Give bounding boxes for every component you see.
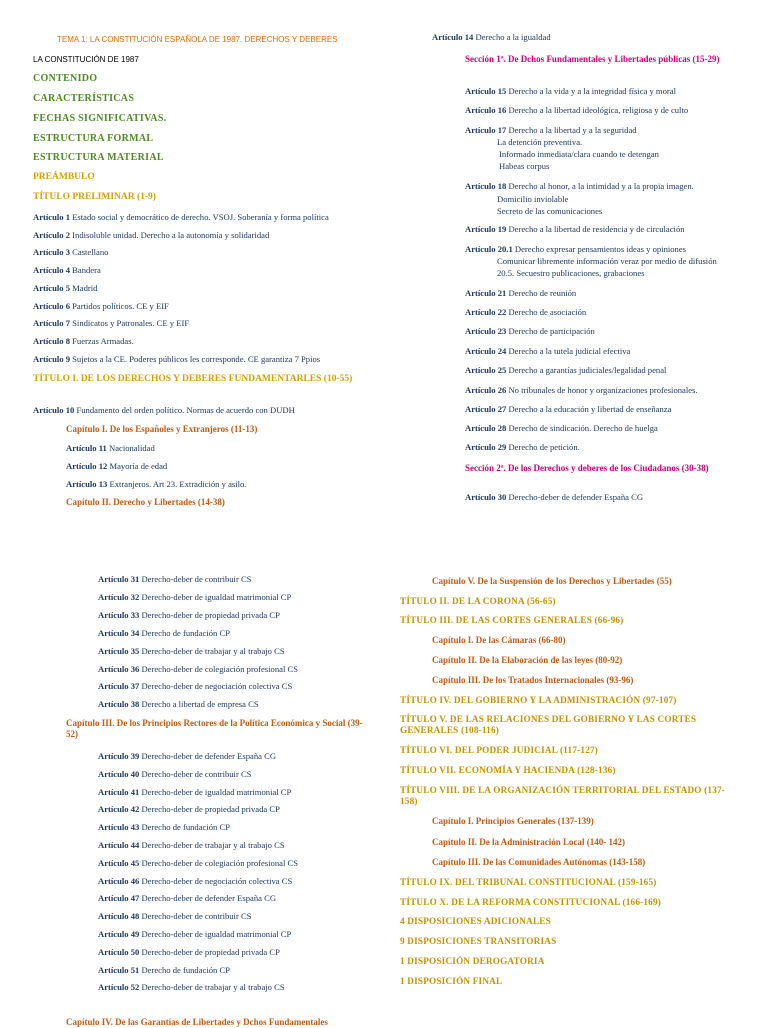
- articulo-text: Derecho-deber de colegiación profesional CS: [141, 857, 298, 868]
- articulo-text: Castellano: [72, 247, 109, 258]
- articulo-label: Artículo 16: [465, 105, 507, 115]
- articulo-row: [98, 610, 280, 621]
- articulo-text: Extranjeros. Art 23. Extradición y asilo.: [109, 479, 247, 489]
- articulo-label: Artículo 36: [98, 663, 140, 674]
- articulo-row: [98, 982, 285, 993]
- articulo-text: Bandera: [72, 265, 101, 276]
- articulo-text: Derecho de reunión: [508, 288, 577, 298]
- capitulo-heading: Capítulo II. De la Elaboración de las leyes (80-92): [432, 655, 623, 665]
- articulo-30: [465, 492, 643, 503]
- articulo-text: Derecho a la libertad ideológica, religiosa y de culto: [508, 105, 689, 115]
- capitulo-i-heading: Capítulo I. De los Españoles y Extranjeros (11-13): [66, 424, 258, 434]
- articulo-row: [465, 326, 595, 337]
- articulo-label: Artículo 31: [98, 574, 140, 584]
- articulo-label: Artículo 2: [33, 229, 70, 240]
- articulo-text: Derecho a la vida y a la integridad física y moral: [508, 86, 676, 96]
- articulo-19: [465, 224, 685, 235]
- articulo-text: Derecho-deber de trabajar y al trabajo CS: [141, 645, 285, 656]
- articulo-label: Artículo 30: [465, 492, 507, 502]
- articulo-text: Derecho-deber de igualdad matrimonial CP: [141, 929, 292, 939]
- capitulo-iv-heading: Capítulo IV. De las Garantías de Libertades y Dchos Fundamentales: [66, 1017, 328, 1027]
- articulo-text: Derecho-deber de igualdad matrimonial CP: [141, 591, 292, 602]
- menu-item-contenido: CONTENIDO: [33, 73, 98, 84]
- articulo-label: Artículo 20.1: [465, 244, 513, 254]
- titulo-heading: 9 DISPOSICIONES TRANSITORIAS: [400, 936, 557, 946]
- articulo-20: [465, 244, 686, 255]
- titulo-heading: TÍTULO VIII. DE LA ORGANIZACIÓN TERRITORIAL DEL ESTADO (137-158): [400, 785, 726, 806]
- articulo-label: Artículo 3: [33, 247, 70, 258]
- articulo-row: [98, 681, 292, 692]
- articulo-row: [98, 769, 251, 780]
- articulo-label: Artículo 50: [98, 946, 140, 957]
- articulo-17-detail: Habeas corpus: [499, 161, 550, 171]
- articulo-label: Artículo 29: [465, 442, 507, 452]
- titulo-heading: TÍTULO IX. DEL TRIBUNAL CONSTITUCIONAL (159-165): [400, 877, 657, 887]
- articulo-label: Artículo 37: [98, 681, 140, 692]
- articulo-text: Derecho de fundación CP: [141, 627, 230, 638]
- articulo-row: [66, 443, 155, 454]
- articulo-18: [465, 181, 694, 192]
- articulo-text: Estado social y democrático de derecho. VSOJ. Soberanía y forma política: [72, 212, 329, 222]
- articulo-row: [465, 385, 698, 396]
- titulo-heading: 1 DISPOSICIÓN FINAL: [400, 976, 503, 986]
- articulo-17: [465, 125, 637, 136]
- articulo-label: Artículo 14: [432, 32, 474, 42]
- articulo-text: Derecho a la libertad y a la seguridad: [508, 125, 637, 135]
- articulo-row: [98, 893, 276, 904]
- articulo-row: [98, 804, 280, 815]
- articulo-row: [66, 479, 246, 490]
- capitulo-heading: Capítulo II. De la Administración Local (140- 142): [432, 837, 626, 847]
- articulo-text: Derecho de sindicación. Derecho de huelga: [508, 423, 658, 433]
- articulo-row: [66, 461, 167, 472]
- articulo-row: [98, 858, 298, 869]
- articulo-row: [33, 247, 108, 258]
- articulo-label: Artículo 46: [98, 875, 140, 886]
- articulo-row: [98, 751, 276, 762]
- articulo-text: Derecho expresar pensamientos ideas y opiniones: [514, 244, 687, 254]
- articulo-label: Artículo 33: [98, 609, 140, 620]
- articulo-label: Artículo 8: [33, 335, 70, 346]
- articulo-10: [33, 405, 295, 416]
- seccion-2-heading: Sección 2ª. De los Derechos y deberes de los Ciudadanos (30-38): [465, 463, 709, 473]
- articulo-label: Artículo 48: [98, 911, 140, 922]
- articulo-row: [33, 265, 101, 276]
- articulo-text: Madrid: [72, 282, 98, 293]
- articulo-text: Derecho-deber de trabajar y al trabajo CS: [141, 840, 285, 850]
- articulo-16: [465, 105, 688, 116]
- articulo-18-detail: Secreto de las comunicaciones: [497, 206, 603, 216]
- articulo-text: Derecho al honor, a la intimidad y a la propia imagen.: [508, 181, 694, 191]
- articulo-label: Artículo 45: [98, 857, 140, 868]
- articulo-14: [432, 32, 551, 43]
- articulo-label: Artículo 19: [465, 224, 507, 234]
- articulo-row: [98, 592, 291, 603]
- articulo-label: Artículo 11: [66, 443, 107, 453]
- articulo-row: [98, 646, 285, 657]
- articulo-row: [465, 288, 576, 299]
- articulo-text: Partidos políticos. CE y EIF: [72, 300, 169, 311]
- articulo-row: [33, 283, 97, 294]
- articulo-text: Derecho-deber de negociación colectiva CS: [141, 875, 293, 886]
- articulo-label: Artículo 10: [33, 405, 75, 415]
- articulo-row: [465, 346, 630, 357]
- articulo-text: Sindicatos y Patronales. CE y EIF: [72, 318, 190, 329]
- articulo-row: [98, 840, 285, 851]
- articulo-label: Artículo 52: [98, 982, 140, 993]
- articulo-row: [33, 212, 329, 223]
- articulo-label: Artículo 24: [465, 346, 507, 356]
- articulo-label: Artículo 9: [33, 353, 70, 364]
- articulo-label: Artículo 41: [98, 786, 140, 797]
- heading-constitucion: LA CONSTITUCIÓN DE 1987: [33, 55, 139, 64]
- articulo-label: Artículo 47: [98, 893, 140, 904]
- articulo-text: Fuerzas Armadas.: [72, 335, 134, 346]
- articulo-text: Derecho-deber de colegiación profesional CS: [141, 663, 298, 674]
- articulo-text: Derecho-deber de defender España CG: [508, 492, 644, 502]
- capitulo-heading: Capítulo III. De las Comunidades Autónomas (143-158): [432, 857, 646, 867]
- articulo-text: Derecho-deber de propiedad privada CP: [141, 804, 280, 815]
- articulo-label: Artículo 15: [465, 86, 507, 96]
- articulo-row: [98, 787, 291, 798]
- articulo-text: Mayoría de edad: [109, 461, 168, 471]
- articulo-label: Artículo 12: [66, 461, 108, 471]
- titulo-i-heading: TÍTULO I. DE LOS DERECHOS Y DEBERES FUNDAMENTARLES (10-55): [33, 374, 353, 384]
- articulo-18-detail: Domicilio inviolable: [497, 194, 569, 204]
- articulo-text: Derecho de participación: [508, 326, 595, 336]
- articulo-label: Artículo 18: [465, 181, 507, 191]
- articulo-text: Derecho a la tutela judicial efectiva: [508, 346, 631, 356]
- capitulo-heading: Capítulo V. De la Suspensión de los Derechos y Libertades (55): [432, 576, 672, 586]
- titulo-preliminar-heading: TÍTULO PRELIMINAR (1-9): [33, 192, 156, 202]
- articulo-label: Artículo 35: [98, 645, 140, 656]
- articulo-text: Fundamento del orden político. Normas de acuerdo con DUDH: [76, 405, 295, 415]
- articulo-row: [98, 699, 259, 710]
- articulo-label: Artículo 26: [465, 385, 507, 395]
- titulo-heading: 1 DISPOSICIÓN DEROGATORIA: [400, 956, 545, 966]
- articulo-row: [465, 442, 580, 453]
- articulo-text: Derecho de petición.: [508, 442, 580, 452]
- capitulo-heading: Capítulo I. De las Cámaras (66-80): [432, 635, 566, 645]
- articulo-row: [465, 404, 671, 415]
- articulo-label: Artículo 7: [33, 318, 70, 329]
- titulo-heading: TÍTULO IV. DEL GOBIERNO Y LA ADMINISTRACIÓN (97-107): [400, 695, 677, 705]
- articulo-label: Artículo 28: [465, 423, 507, 433]
- articulo-label: Artículo 23: [465, 326, 507, 336]
- articulo-label: Artículo 6: [33, 300, 70, 311]
- articulo-label: Artículo 51: [98, 964, 140, 975]
- capitulo-ii-heading: Capítulo II. Derecho y Libertades (14-38): [66, 497, 225, 507]
- articulo-text: Derecho-deber de contribuir CS: [141, 768, 252, 779]
- titulo-heading: TÍTULO X. DE LA REFORMA CONSTITUCIONAL (166-169): [400, 897, 662, 907]
- articulo-row: [465, 307, 586, 318]
- preambulo-heading: PREÁMBULO: [33, 172, 95, 182]
- articulo-row: [465, 423, 658, 434]
- seccion-1-heading: Sección 1ª. De Dchos Fundamentales y Libertades públicas (15-29): [465, 54, 720, 64]
- articulo-label: Artículo 17: [465, 125, 507, 135]
- articulo-text: Derecho a la igualdad: [475, 32, 551, 42]
- articulo-label: Artículo 4: [33, 265, 70, 276]
- titulo-heading: TÍTULO II. DE LA CORONA (56-65): [400, 596, 556, 606]
- articulo-row: [98, 876, 292, 887]
- articulo-text: Derecho de fundación CP: [141, 822, 230, 833]
- capitulo-heading: Capítulo III. De los Tratados Internacionales (93-96): [432, 675, 634, 685]
- articulo-text: Derecho-deber de contribuir CS: [141, 911, 252, 922]
- articulo-row: [98, 628, 230, 639]
- articulo-text: Derecho-deber de defender España CG: [141, 893, 277, 904]
- menu-item-caracteristicas: CARACTERÍSTICAS: [33, 93, 135, 104]
- articulo-text: Derecho-deber de igualdad matrimonial CP: [141, 786, 292, 797]
- articulo-label: Artículo 42: [98, 804, 140, 815]
- titulo-heading: TÍTULO VII. ECONOMÍA Y HACIENDA (128-136): [400, 765, 616, 775]
- articulo-label: Artículo 13: [66, 479, 108, 489]
- titulo-heading: TÍTULO V. DE LAS RELACIONES DEL GOBIERNO Y LAS CORTES GENERALES (108-116): [400, 714, 697, 735]
- articulo-text: Indisoluble unidad. Derecho a la autonomía y solidaridad: [72, 229, 270, 240]
- menu-item-estructura-material: ESTRUCTURA MATERIAL: [33, 152, 164, 163]
- articulo-text: Sujetos a la CE. Poderes públicos les corresponde. CE garantiza 7 Ppios: [72, 353, 321, 364]
- articulo-text: Derecho de asociación: [508, 307, 587, 317]
- articulo-text: No tribunales de honor y organizaciones profesionales.: [508, 385, 698, 395]
- titulo-heading: TÍTULO VI. DEL PODER JUDICIAL (117-127): [400, 745, 599, 755]
- articulo-label: Artículo 44: [98, 840, 140, 850]
- articulo-label: Artículo 43: [98, 822, 140, 833]
- articulo-text: Derecho a garantías judiciales/legalidad penal: [508, 365, 667, 375]
- articulo-text: Derecho-deber de trabajar y al trabajo CS: [141, 982, 285, 993]
- articulo-row: [33, 354, 320, 365]
- articulo-label: Artículo 25: [465, 365, 507, 375]
- articulo-label: Artículo 39: [98, 751, 140, 761]
- articulo-text: Derecho-deber de propiedad privada CP: [141, 609, 280, 620]
- articulo-label: Artículo 27: [465, 404, 507, 414]
- articulo-row: [98, 574, 251, 585]
- articulo-text: Derecho de fundación CP: [141, 964, 230, 975]
- articulo-text: Derecho a libertad de empresa CS: [141, 699, 259, 710]
- articulo-label: Artículo 34: [98, 627, 140, 638]
- articulo-text: Derecho-deber de propiedad privada CP: [141, 946, 280, 957]
- articulo-text: Derecho-deber de negociación colectiva CS: [141, 681, 293, 692]
- doc-title: TEMA 1: LA CONSTITUCIÓN ESPAÑOLA DE 1987. DERECHOS Y DEBERES: [57, 35, 338, 44]
- articulo-row: [98, 911, 251, 922]
- articulo-label: Artículo 49: [98, 929, 140, 939]
- articulo-20-detail: Comunicar libremente información veraz por medio de difusión: [497, 256, 717, 266]
- articulo-label: Artículo 32: [98, 591, 140, 602]
- articulo-text: Derecho-deber de defender España CG: [141, 751, 277, 761]
- articulo-15: [465, 86, 676, 97]
- titulo-heading: 4 DISPOSICIONES ADICIONALES: [400, 916, 551, 926]
- articulo-label: Artículo 1: [33, 212, 70, 222]
- articulo-row: [465, 365, 666, 376]
- articulo-row: [98, 965, 230, 976]
- articulo-row: [33, 318, 189, 329]
- articulo-20-detail: 20.5. Secuestro publicaciones, grabaciones: [497, 268, 645, 278]
- capitulo-iii-heading: Capítulo III. De los Principios Rectores de la Política Económica y Social (39-52): [66, 718, 363, 739]
- menu-item-fechas: FECHAS SIGNIFICATIVAS.: [33, 113, 167, 124]
- articulo-label: Artículo 38: [98, 699, 140, 710]
- articulo-label: Artículo 40: [98, 768, 140, 779]
- articulo-label: Artículo 5: [33, 282, 70, 293]
- articulo-label: Artículo 21: [465, 288, 507, 298]
- articulo-row: [33, 230, 269, 241]
- articulo-row: [98, 664, 298, 675]
- articulo-text: Nacionalidad: [108, 443, 155, 453]
- articulo-label: Artículo 22: [465, 307, 507, 317]
- articulo-text: Derecho-deber de contribuir CS: [141, 574, 252, 584]
- articulo-row: [98, 929, 291, 940]
- articulo-row: [98, 947, 280, 958]
- capitulo-heading: Capítulo I. Principios Generales (137-139): [432, 816, 594, 826]
- articulo-row: [33, 301, 169, 312]
- articulo-17-detail: Informado inmediata/clara cuando te detengan: [499, 149, 659, 159]
- articulo-row: [98, 822, 230, 833]
- articulo-text: Derecho a la educación y libertad de enseñanza: [508, 404, 672, 414]
- titulo-heading: TÍTULO III. DE LAS CORTES GENERALES (66-96): [400, 615, 624, 625]
- articulo-text: Derecho a la libertad de residencia y de circulación: [508, 224, 685, 234]
- menu-item-estructura-formal: ESTRUCTURA FORMAL: [33, 133, 154, 144]
- articulo-17-detail: La detención preventiva.: [497, 137, 583, 147]
- articulo-row: [33, 336, 134, 347]
